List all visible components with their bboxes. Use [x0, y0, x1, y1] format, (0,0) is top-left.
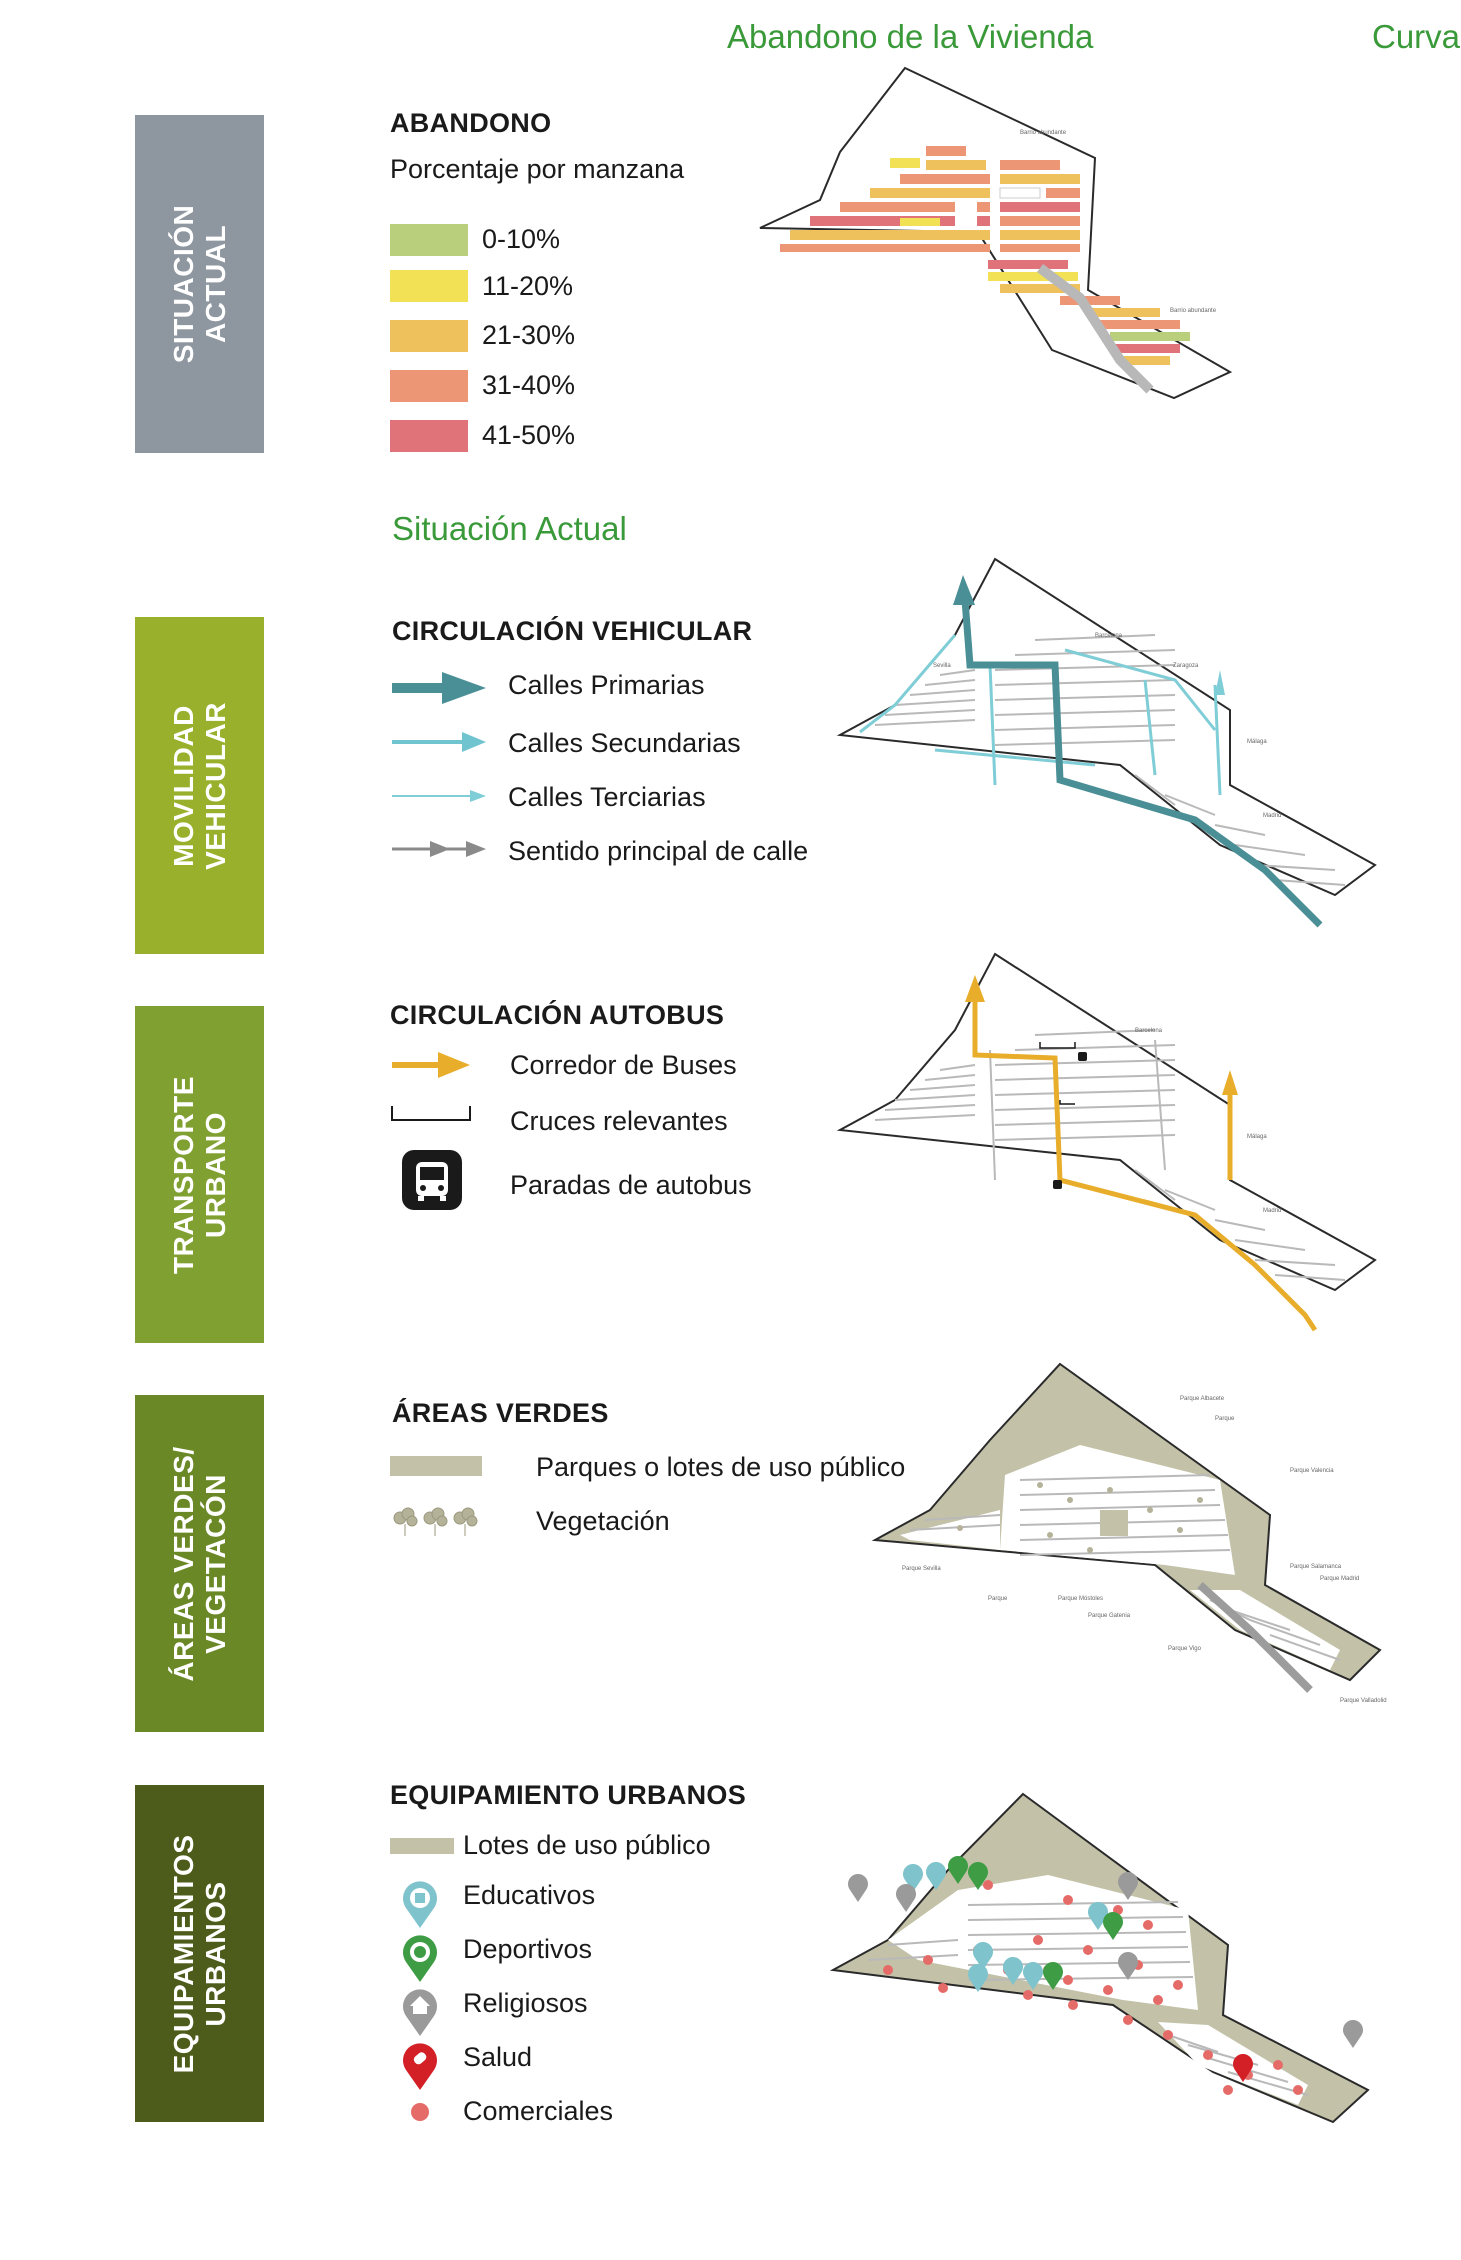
legend-label-comerciales: Comerciales: [463, 2096, 614, 2126]
trees-icon: [390, 1504, 482, 1540]
legend-label-lotes-publicos: Lotes de uso público: [463, 1830, 711, 1860]
health-pin-icon: [400, 2042, 440, 2092]
svg-text:Málaga: Málaga: [1247, 1134, 1267, 1140]
legend-label-11-20: 11-20%: [482, 271, 574, 301]
situacion-actual-caption: Situación Actual: [392, 510, 627, 547]
svg-text:Parque Albacete: Parque Albacete: [1180, 1396, 1225, 1402]
svg-text:Barrio abundante: Barrio abundante: [1020, 130, 1067, 136]
svg-text:Parque Sevilla: Parque Sevilla: [902, 1566, 941, 1572]
vehicular-heading: CIRCULACIÓN VEHICULAR: [392, 616, 753, 646]
sidebar-equipamientos-urbanos: EQUIPAMIENTOS URBANOS: [135, 1785, 264, 2122]
abandono-heading: ABANDONO: [390, 108, 552, 138]
legend-label-salud: Salud: [463, 2042, 533, 2072]
medium-arrow-icon: [390, 730, 490, 754]
svg-text:Barrio abundante: Barrio abundante: [1170, 308, 1217, 314]
svg-text:Parque: Parque: [988, 1596, 1008, 1602]
legend-label-calles-primarias: Calles Primarias: [508, 670, 705, 700]
legend-swatch-0-10: [390, 224, 468, 256]
abandono-map: [750, 60, 1250, 405]
legend-label-calles-secundarias: Calles Secundarias: [508, 728, 741, 758]
legend-label-cruces-relevantes: Cruces relevantes: [510, 1106, 728, 1136]
legend-label-31-40: 31-40%: [482, 370, 576, 400]
areas-verdes-map: [870, 1360, 1410, 1725]
park-swatch-icon: [390, 1456, 482, 1476]
svg-text:Parque Salamanca: Parque Salamanca: [1290, 1564, 1342, 1570]
autobus-heading: CIRCULACIÓN AUTOBUS: [390, 1000, 725, 1030]
sports-pin-icon: [400, 1934, 440, 1984]
legend-label-deportivos: Deportivos: [463, 1934, 593, 1964]
abandono-title: Abandono de la Vivienda: [727, 18, 1094, 55]
education-pin-icon: [400, 1880, 440, 1930]
vehicular-map: [835, 555, 1380, 955]
legend-label-paradas-autobus: Paradas de autobus: [510, 1170, 752, 1200]
bus-corridor-arrow-icon: [390, 1050, 472, 1080]
religious-pin-icon: [400, 1988, 440, 2038]
legend-label-41-50: 41-50%: [482, 420, 576, 450]
bus-stop-icon: [402, 1150, 462, 1210]
commercial-dot-icon: [410, 2102, 430, 2122]
svg-text:Parque Valencia: Parque Valencia: [1290, 1468, 1334, 1474]
sidebar-situacion-actual: SITUACIÓN ACTUAL: [135, 115, 264, 453]
equipamiento-heading: EQUIPAMIENTO URBANOS: [390, 1780, 747, 1810]
svg-text:Madrid: Madrid: [1263, 1208, 1282, 1214]
svg-text:Parque Madrid: Parque Madrid: [1320, 1576, 1360, 1582]
svg-text:Madrid: Madrid: [1263, 813, 1282, 819]
legend-label-vegetacion: Vegetación: [536, 1506, 670, 1536]
legend-label-sentido-principal: Sentido principal de calle: [508, 836, 809, 866]
svg-text:Barcelona: Barcelona: [1095, 633, 1123, 639]
svg-text:Sevilla: Sevilla: [933, 663, 951, 669]
sidebar-areas-verdes: ÁREAS VERDES/ VEGETACÓN: [135, 1395, 264, 1732]
legend-label-parques: Parques o lotes de uso público: [536, 1452, 906, 1482]
legend-swatch-31-40: [390, 370, 468, 402]
abandono-subtitle: Porcentaje por manzana: [390, 154, 685, 184]
bracket-icon: [390, 1104, 472, 1124]
equipamiento-map: [828, 1790, 1383, 2180]
svg-text:Zaragoza: Zaragoza: [1173, 663, 1199, 669]
curva-title: Curva: [1372, 18, 1461, 55]
public-lot-swatch-icon: [390, 1838, 454, 1854]
bus-map: [835, 950, 1380, 1350]
double-arrow-icon: [390, 838, 490, 860]
legend-swatch-21-30: [390, 320, 468, 352]
svg-text:Málaga: Málaga: [1247, 739, 1267, 745]
sidebar-movilidad-vehicular: MOVILIDAD VEHICULAR: [135, 617, 264, 954]
legend-label-calles-terciarias: Calles Terciarias: [508, 782, 706, 812]
svg-text:Parque Móstoles: Parque Móstoles: [1058, 1596, 1104, 1602]
legend-label-21-30: 21-30%: [482, 320, 576, 350]
legend-swatch-11-20: [390, 270, 468, 302]
svg-text:Parque: Parque: [1215, 1416, 1235, 1422]
legend-label-educativos: Educativos: [463, 1880, 596, 1910]
legend-label-0-10: 0-10%: [482, 224, 561, 254]
thick-arrow-icon: [390, 670, 490, 706]
svg-text:Parque Valladolid: Parque Valladolid: [1340, 1698, 1387, 1704]
sidebar-transporte-urbano: TRANSPORTE URBANO: [135, 1006, 264, 1343]
legend-label-corredor-buses: Corredor de Buses: [510, 1050, 737, 1080]
areas-verdes-heading: ÁREAS VERDES: [392, 1398, 609, 1428]
legend-label-religiosos: Religiosos: [463, 1988, 588, 2018]
thin-arrow-icon: [390, 786, 490, 806]
svg-text:Parque Gatenia: Parque Gatenia: [1088, 1613, 1131, 1619]
svg-text:Barcelona: Barcelona: [1135, 1028, 1163, 1034]
legend-swatch-41-50: [390, 420, 468, 452]
svg-text:Parque Vigo: Parque Vigo: [1168, 1646, 1201, 1652]
